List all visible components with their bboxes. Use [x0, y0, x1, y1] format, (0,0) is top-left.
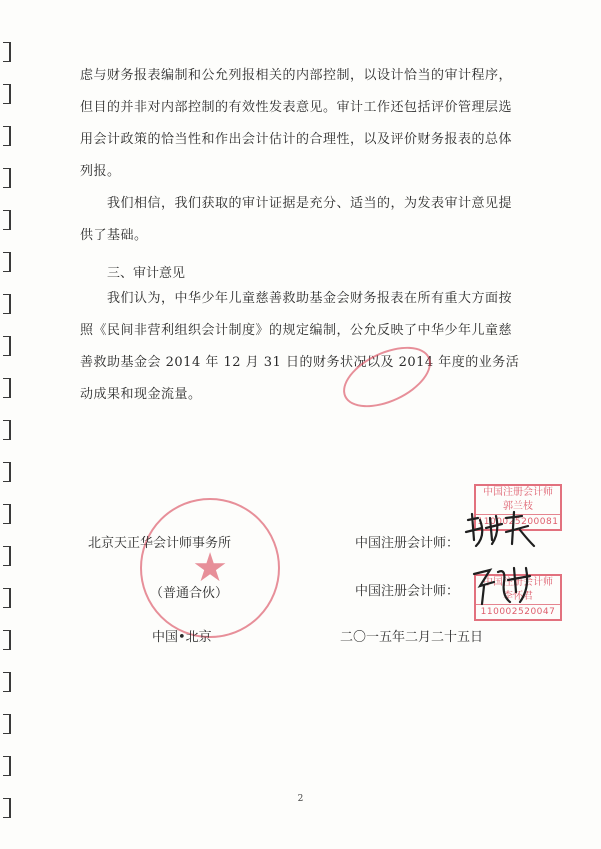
binding-mark [3, 294, 11, 314]
binding-margin [0, 0, 16, 849]
star-icon: ★ [192, 545, 228, 591]
firm-location: 中国•北京 [152, 630, 212, 645]
stamp-title: 中国注册会计师 [483, 577, 553, 588]
firm-name: 北京天正华会计师事务所 [88, 536, 232, 551]
page-number: 2 [297, 794, 304, 804]
cpa-label-1: 中国注册会计师： [355, 536, 460, 551]
stamp-name: 郭兰枝 [503, 501, 533, 512]
stamp-name: 李怀君 [503, 591, 533, 602]
paragraph-evidence: 我们相信，我们获取的审计证据是充分、适当的，为发表审计意见提供了基础。 [80, 196, 513, 243]
binding-mark [3, 462, 11, 482]
binding-mark [3, 378, 11, 398]
binding-mark [3, 168, 11, 188]
section-heading-audit-opinion: 三、审计意见 [107, 266, 186, 281]
binding-mark [3, 252, 11, 272]
binding-mark [3, 84, 11, 104]
binding-mark [3, 756, 11, 776]
firm-type: （普通合伙） [150, 586, 229, 601]
stamp-title: 中国注册会计师 [483, 487, 553, 498]
cpa-label-2: 中国注册会计师： [355, 584, 460, 599]
binding-mark [3, 42, 11, 62]
paragraph-audit-scope: 虑与财务报表编制和公允列报相关的内部控制，以设计恰当的审计程序，但目的并非对内部控制的有效性发表意见。审计工作还包括评价管理层选用会计政策的恰当性和作出会计估计的合理性，以及评价财务报表的总体列报。 [80, 68, 513, 179]
binding-mark [3, 588, 11, 608]
report-date: 二〇一五年二月二十五日 [340, 630, 484, 645]
binding-mark [3, 546, 11, 566]
stamp-number: 110002520047 [476, 604, 560, 619]
binding-mark [3, 336, 11, 356]
firm-seal [140, 498, 280, 638]
binding-mark [3, 210, 11, 230]
binding-mark [3, 714, 11, 734]
paragraph-audit-opinion: 我们认为，中华少年儿童慈善救助基金会财务报表在所有重大方面按照《民间非营利组织会计制度》的规定编制，公允反映了中华少年儿童慈善救助基金会 2014 年 12 月 31 日的财务状况以及 2014 年度的业务活动成果和现金流量。 [80, 291, 520, 402]
handwritten-signature-2 [470, 562, 540, 608]
handwritten-signature-1 [462, 510, 542, 552]
binding-mark [3, 672, 11, 692]
stamp-number: 1100025200081 [476, 514, 560, 529]
binding-mark [3, 630, 11, 650]
binding-mark [3, 126, 11, 146]
binding-mark [3, 504, 11, 524]
binding-mark [3, 420, 11, 440]
